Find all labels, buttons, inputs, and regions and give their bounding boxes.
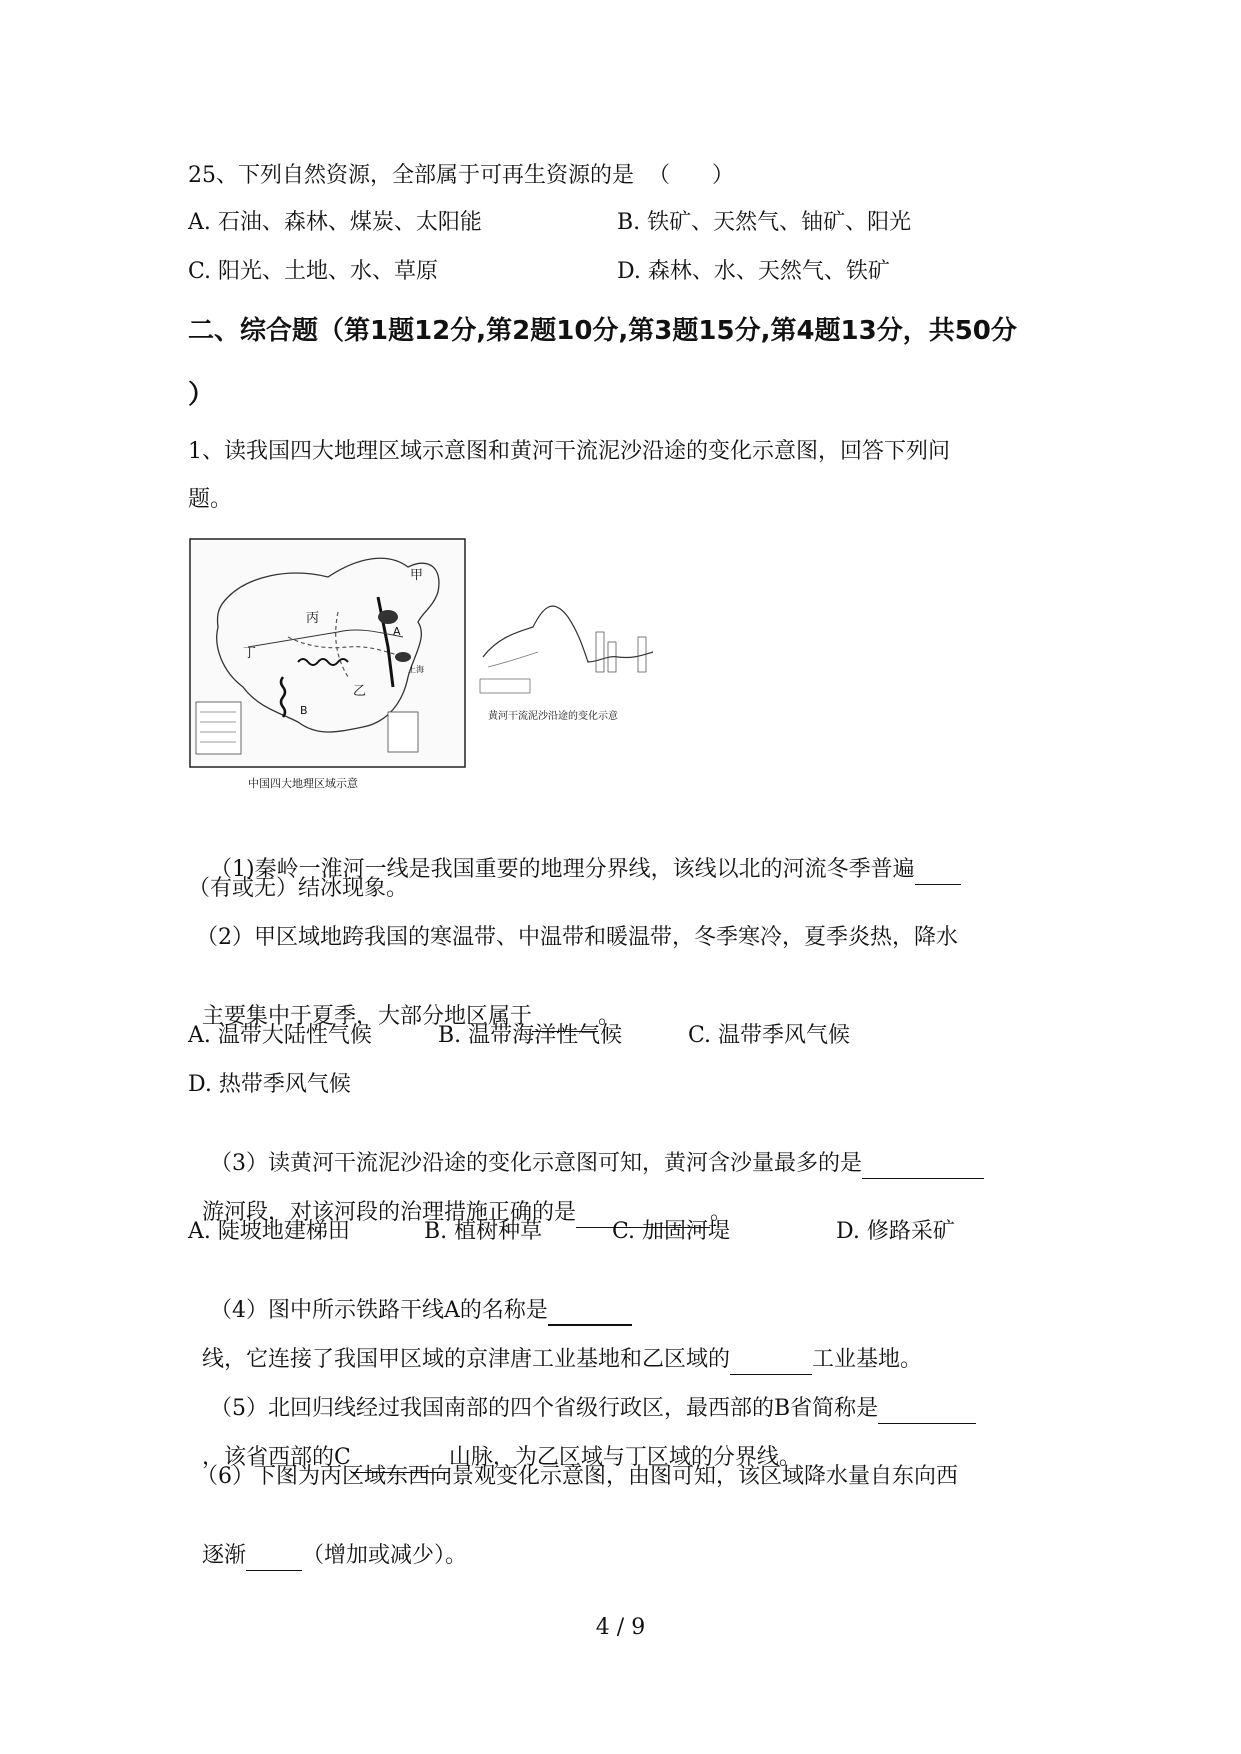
p3-option-d: D. 修路采矿 [836,1219,955,1244]
p5-text-3: 山脉，为乙区域与丁区域的分界线。 [448,1445,801,1470]
maps-illustration [188,537,658,800]
p2-option-d: D. 热带季风气候 [188,1072,351,1097]
map-caption: 中国四大地理区域示意 [248,777,358,790]
q25-option-a: A. 石油、森林、煤炭、太阳能 [188,210,482,235]
label-b: B [300,704,308,717]
p3-text-2: 游河段，对该河段的治理措施正确的是 [202,1200,577,1225]
sediment-bar-1 [596,632,604,672]
p3-blank-1[interactable] [862,1154,984,1179]
p2-option-a: A. 温带大陆性气候 [188,1023,372,1048]
p1-line2: （有或无）结冰现象。 [188,876,409,901]
p6-text-2: （增加或减少）。 [302,1543,468,1568]
south-sea-inset [388,712,418,752]
p5-blank-1[interactable] [878,1399,976,1424]
label-jia: 甲 [410,568,424,583]
p3-option-c: C. 加固河堤 [612,1219,731,1244]
p6-text: 逐渐 [202,1543,247,1568]
p4-text-2: 线，它连接了我国甲区域的京津唐工业基地和乙区域的 [202,1347,731,1372]
p3-option-b: B. 植树种草 [424,1219,543,1244]
p5-text: （5）北回归线经过我国南部的四个省级行政区，最西部的B省简称是 [210,1396,879,1421]
p1-text: （1)秦岭一淮河一线是我国重要的地理分界线，该线以北的河流冬季普遍 [210,857,915,882]
p2-line1: （2）甲区域地跨我国的寒温带、中温带和暖温带，冬季寒冷，夏季炎热，降水 [196,925,958,950]
p6-line2 [188,1511,467,1571]
river-legend [480,679,530,693]
label-ding: 丁 [243,646,257,661]
q1-stem-cont: 题。 [188,487,233,512]
river-tributary [488,652,538,667]
p2-period: 。 [598,1004,621,1029]
label-yi: 乙 [353,684,367,699]
p4-text: （4）图中所示铁路干线A的名称是 [210,1298,548,1323]
p6-line1: （6）下图为丙区域东西向景观变化示意图，由图可知，该区域降水量自东向西 [196,1464,958,1489]
p1-blank[interactable] [915,860,961,885]
q25-option-d: D. 森林、水、天然气、铁矿 [617,259,890,284]
p2-option-b: B. 温带海洋性气候 [438,1023,623,1048]
label-a: A [393,625,401,638]
river-caption: 黄河干流泥沙沿途的变化示意 [488,711,618,722]
p6-blank[interactable] [246,1546,302,1571]
section-title-close: ） [188,380,215,410]
p4-text-3: 工业基地。 [812,1347,923,1372]
section-title: 二、综合题（第1题12分,第2题10分,第3题15分,第4题13分，共50分 [188,316,1017,346]
industrial-area-2 [395,652,411,662]
q25-stem: 25、下列自然资源，全部属于可再生资源的是 （ ） [188,163,734,188]
yellow-river-course [483,606,653,662]
p2-text: 主要集中于夏季，大部分地区属于 [202,1004,533,1029]
p3-period: 。 [710,1200,733,1225]
industrial-area-1 [378,610,398,624]
map-legend [196,702,241,754]
label-bing: 丙 [306,611,320,626]
q1-stem: 1、读我国四大地理区域示意图和黄河干流泥沙沿途的变化示意图，回答下列问 [188,439,950,464]
p3-text: （3）读黄河干流泥沙沿途的变化示意图可知，黄河含沙量最多的是 [210,1151,862,1176]
label-shanghai: 上海 [408,665,424,674]
page-number: 4 / 9 [595,1615,646,1640]
q25-option-b: B. 铁矿、天然气、铀矿、阳光 [617,210,912,235]
p3-option-a: A. 陡坡地建梯田 [188,1219,350,1244]
q25-option-c: C. 阳光、土地、水、草原 [188,259,439,284]
p2-option-c: C. 温带季风气候 [688,1023,851,1048]
q1-figure [188,537,658,800]
p5-text-2: ，该省西部的C [202,1445,351,1470]
